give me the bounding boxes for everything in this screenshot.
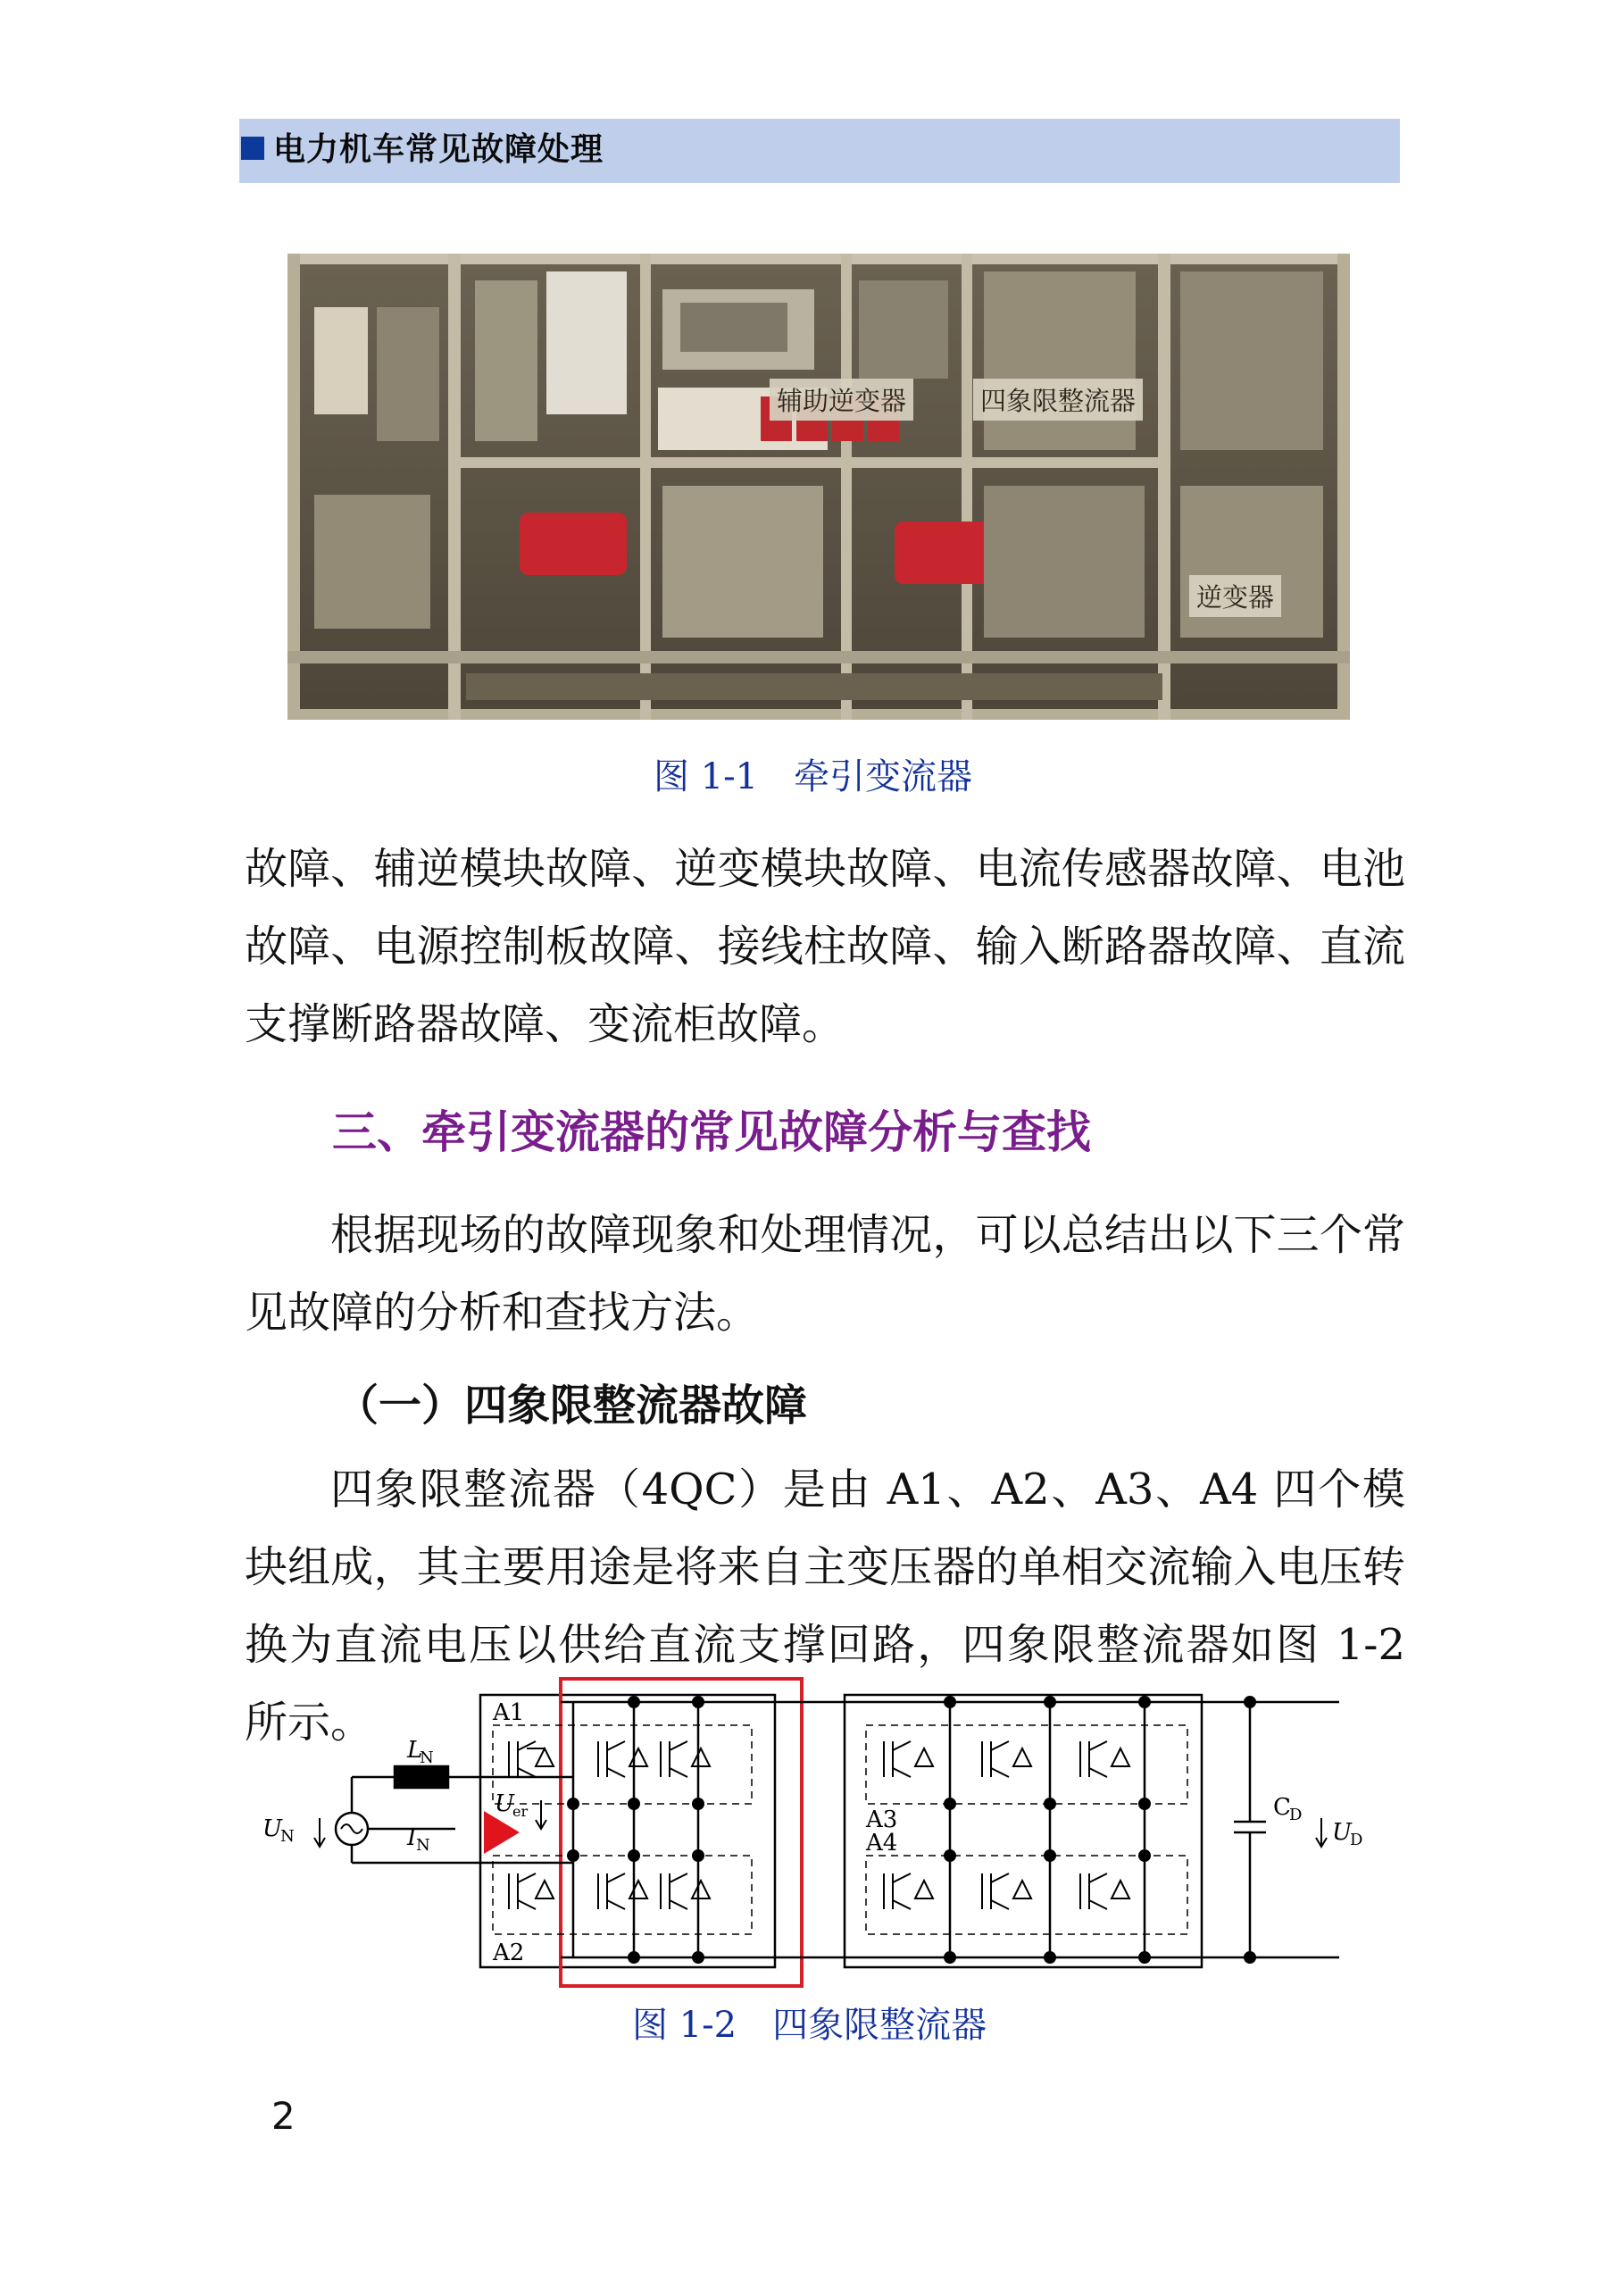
figure-1-1-caption: 图 1-1 牵引变流器 bbox=[654, 756, 973, 797]
paragraph-fault-list: 故障、辅逆模块故障、逆变模块故障、电流传感器故障、电池故障、电源控制板故障、接线柱故障、输入断路器故障、直流支撑断路器故障、变流柜故障。 bbox=[245, 844, 1405, 1049]
label-ln-sub: N bbox=[420, 1748, 434, 1767]
label-a4: A4 bbox=[866, 1830, 898, 1857]
paragraph-intro: 根据现场的故障现象和处理情况，可以总结出以下三个常见故障的分析和查找方法。 bbox=[245, 1210, 1405, 1338]
label-a2: A2 bbox=[493, 1940, 525, 1966]
label-un: U bbox=[262, 1815, 282, 1842]
figure-1-2-caption: 图 1-2 四象限整流器 bbox=[632, 2005, 987, 2046]
traction-converter-photo bbox=[287, 254, 1350, 720]
label-un-sub: N bbox=[280, 1827, 295, 1846]
label-cd-sub: D bbox=[1289, 1806, 1303, 1824]
label-four-quadrant-rectifier: 四象限整流器 bbox=[973, 379, 1143, 421]
photo-illustration bbox=[287, 254, 1350, 720]
header-square-icon bbox=[241, 137, 264, 160]
inverter-module-box bbox=[845, 1695, 1202, 1967]
label-uer: U bbox=[495, 1790, 514, 1817]
label-aux-inverter: 辅助逆变器 bbox=[770, 379, 913, 421]
label-uer-sub: er bbox=[512, 1803, 529, 1820]
section-title: 三、牵引变流器的常见故障分析与查找 bbox=[332, 1106, 1091, 1158]
page-number: 2 bbox=[271, 2094, 296, 2138]
paragraph-4qc-description: 四象限整流器（4QC）是由 A1、A2、A3、A4 四个模块组成，其主要用途是将来自主变压器的单相交流输入电压转换为直流电压以供给直流支撑回路，四象限整流器如图 1-2 所示。 bbox=[245, 1464, 1405, 1748]
rectifier-module-box bbox=[480, 1695, 775, 1967]
label-inverter: 逆变器 bbox=[1189, 575, 1281, 617]
label-ud-sub: D bbox=[1350, 1831, 1363, 1849]
label-in-sub: N bbox=[416, 1836, 430, 1855]
label-in: I bbox=[407, 1824, 417, 1851]
label-a3: A3 bbox=[866, 1807, 898, 1833]
label-ud: U bbox=[1332, 1819, 1352, 1846]
subsection-title: （一）四象限整流器故障 bbox=[336, 1381, 808, 1431]
four-quadrant-rectifier-diagram bbox=[241, 1670, 1402, 2000]
label-cd: C bbox=[1273, 1794, 1291, 1821]
label-a1: A1 bbox=[493, 1699, 525, 1726]
label-ln: L bbox=[407, 1737, 423, 1764]
running-header-title: 电力机车常见故障处理 bbox=[273, 131, 604, 168]
